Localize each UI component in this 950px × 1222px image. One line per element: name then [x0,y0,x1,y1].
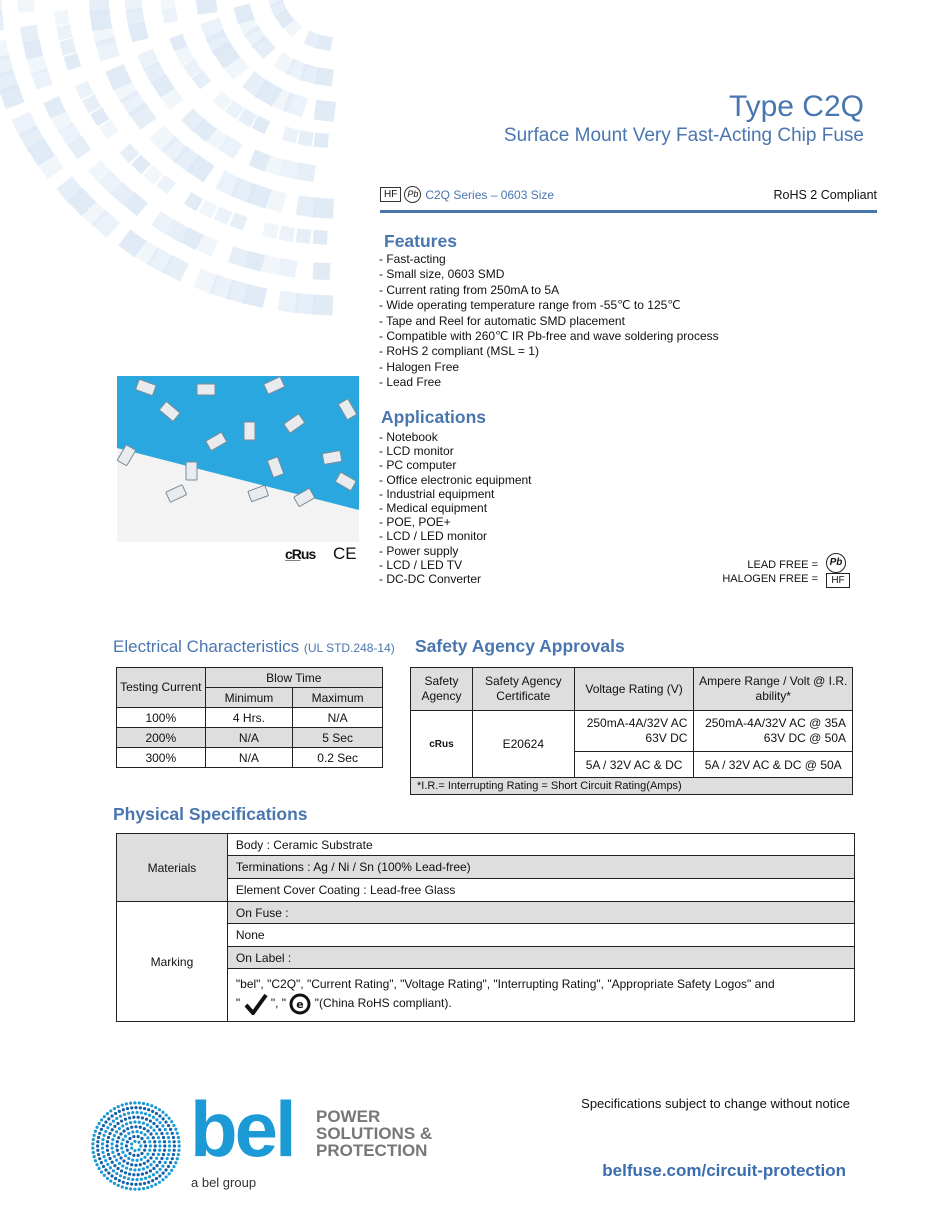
cell-minimum: N/A [205,748,293,768]
cell-maximum: 5 Sec [293,728,383,748]
list-item: - Current rating from 250mA to 5A [379,282,560,297]
electrical-title: Electrical Characteristics [113,637,300,656]
cell-certificate: E20624 [472,711,574,778]
cell-ampere: 250mA-4A/32V AC @ 35A 63V DC @ 50A [694,711,853,752]
header-voltage-rating: Voltage Rating (V) [574,668,694,711]
lead-free-label: LEAD FREE = [747,559,818,571]
list-item: - Tape and Reel for automatic SMD placement [379,313,625,328]
on-fuse-label: On Fuse : [227,902,854,924]
table-row [117,728,383,748]
series-label: C2Q Series – 0603 Size [425,187,555,202]
list-item: - Fast-acting [379,252,446,266]
header-blow-time: Blow Time [205,668,382,688]
page-title: Type C2Q [728,90,864,123]
product-photo [117,376,359,542]
cell-minimum: 4 Hrs. [205,708,293,728]
table-row [117,708,383,728]
header-safety-agency: Safety Agency [411,668,473,711]
electrical-standard: (UL STD.248-14) [303,641,395,655]
header-certificate: Safety Agency Certificate [472,668,574,711]
label-text-line-1: "bel", "C2Q", "Current Rating", "Voltage Rating", "Interrupting Rating", "Appropriate Safety Logos" and [235,977,775,991]
features-heading: Features [384,231,457,251]
list-item: - Lead Free [379,375,442,390]
header-maximum: Maximum [293,688,383,708]
applications-heading: Applications [381,407,487,427]
list-item: - Small size, 0603 SMD [379,267,505,282]
header-ampere-range: Ampere Range / Volt @ I.R. ability* [694,668,853,711]
physical-heading: Physical Specifications [113,804,308,824]
list-item: - Office electronic equipment [379,472,532,487]
cell-voltage: 5A / 32V AC & DC [574,752,694,778]
list-item: - Halogen Free [379,359,460,374]
table-row [117,748,383,768]
marking-label: Marking [117,902,228,1022]
electrical-table [116,667,383,768]
bel-dot-sphere-logo [90,1100,182,1192]
features-list [379,252,719,391]
ul-recognized-icon: cRus [411,711,473,778]
cell-current: 300% [117,748,206,768]
cell-maximum: N/A [293,708,383,728]
rohs-compliant-label: RoHS 2 Compliant [773,188,877,202]
materials-label: Materials [117,834,228,902]
on-label-value [227,969,854,1022]
materials-terminations: Terminations : Ag / Ni / Sn (100% Lead-free) [227,856,854,879]
footnote: *I.R.= Interrupting Rating = Short Circuit Rating(Amps) [411,778,853,795]
ce-mark-icon: CE [333,544,357,563]
list-item: - RoHS 2 compliant (MSL = 1) [379,344,539,359]
list-item: - Industrial equipment [379,486,495,501]
on-label-label: On Label : [227,947,854,969]
list-item: - DC-DC Converter [379,572,482,587]
header-testing-current: Testing Current [117,668,206,708]
label-text-line-2-wrap: " ", " e "(China RoHS compliant). [236,993,853,1015]
hf-badge: HF [380,187,401,202]
cell-ampere: 5A / 32V AC & DC @ 50A [694,752,853,778]
bel-tagline: POWER SOLUTIONS & PROTECTION [316,1107,433,1160]
disclaimer-note: Specifications subject to change without notice [581,1096,850,1111]
pb-free-icon: Pb [826,553,846,573]
cell-voltage: 250mA-4A/32V AC 63V DC [574,711,694,752]
ul-recognized-icon: c̲R̲us [285,546,316,562]
pb-free-icon: Pb [404,186,421,203]
electrical-heading [113,637,395,657]
rohs-check-icon [244,993,268,1015]
safety-table [410,667,853,795]
list-item: - Notebook [379,430,438,444]
header-minimum: Minimum [205,688,293,708]
page-subtitle: Surface Mount Very Fast-Acting Chip Fuse [503,125,864,146]
decorative-tile-pattern [0,0,360,360]
list-item: - LCD / LED TV [379,557,463,572]
halogen-free-label: HALOGEN FREE = [722,573,818,585]
bel-logo-wordmark: bel [190,1085,294,1173]
safety-heading: Safety Agency Approvals [415,636,625,656]
applications-list [379,430,532,586]
cell-current: 200% [117,728,206,748]
list-item: - Power supply [379,543,459,558]
list-item: - POE, POE+ [379,515,451,530]
cell-minimum: N/A [205,728,293,748]
list-item: - PC computer [379,458,457,473]
cell-maximum: 0.2 Sec [293,748,383,768]
series-bar [380,186,877,213]
cell-current: 100% [117,708,206,728]
bel-group-label: a bel group [191,1175,257,1190]
china-rohs-icon [289,993,311,1015]
label-text-line-2: "(China RoHS compliant). [314,996,452,1011]
materials-body: Body : Ceramic Substrate [227,834,854,856]
list-item: - Compatible with 260℃ IR Pb-free and wave soldering process [379,329,719,344]
physical-table [116,833,855,1022]
website-link[interactable]: belfuse.com/circuit-protection [602,1161,846,1180]
list-item: - LCD / LED monitor [379,529,488,544]
svg-text:e: e [296,998,305,1011]
list-item: - Medical equipment [379,501,488,516]
materials-coating: Element Cover Coating : Lead-free Glass [227,879,854,902]
on-fuse-value: None [227,924,854,947]
list-item: - LCD monitor [379,444,454,459]
list-item: - Wide operating temperature range from -55℃ to 125℃ [379,298,681,313]
halogen-free-icon: HF [826,573,850,588]
